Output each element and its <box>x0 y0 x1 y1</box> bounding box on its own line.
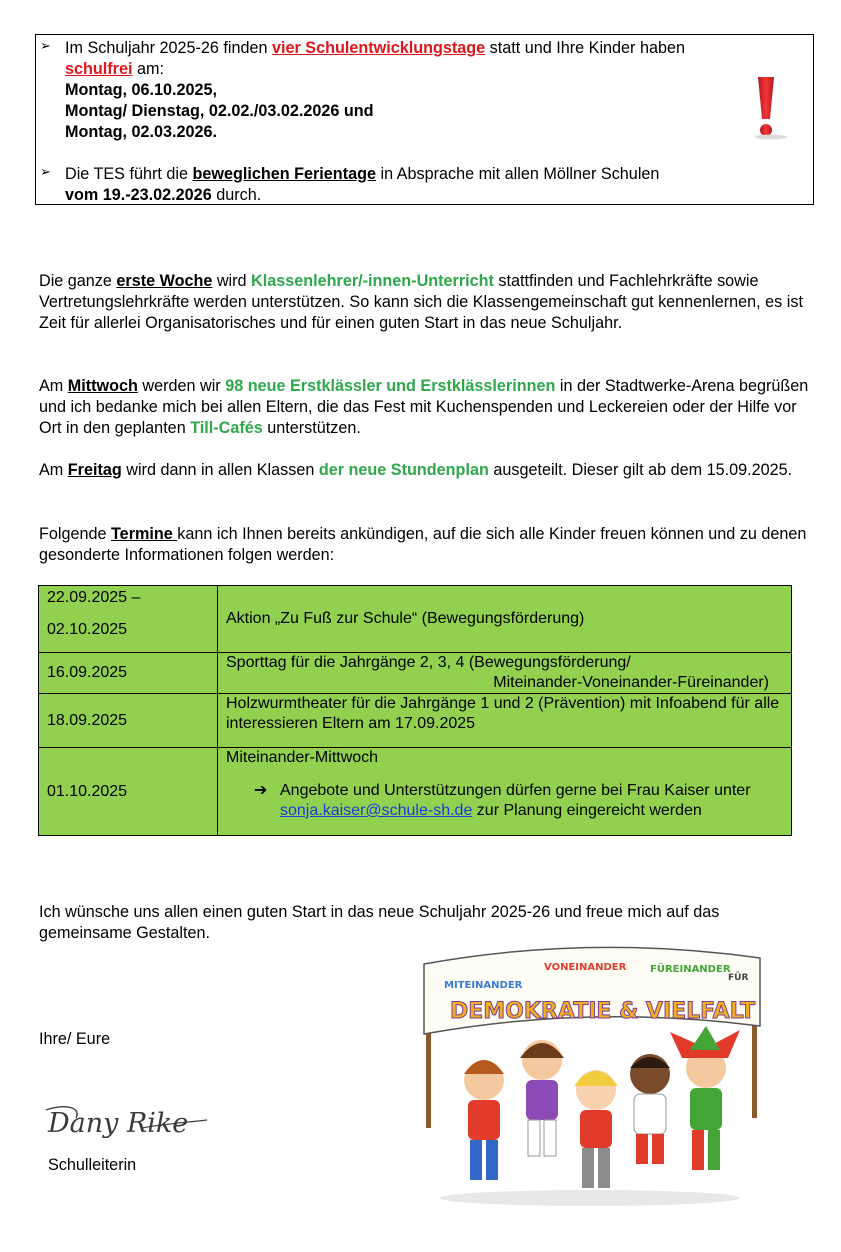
paragraph-dates-intro: Folgende Termine kann ich Ihnen bereits ankündigen, auf die sich alle Kinder freuen können und zu denen gesonderte Informationen folgen werden: <box>39 525 807 564</box>
date-line: Montag, 02.03.2026. <box>65 123 218 141</box>
kid-2 <box>520 1040 564 1156</box>
signature-image <box>42 1098 212 1148</box>
table-row <box>39 653 792 694</box>
greeting: Ihre/ Eure <box>39 1030 111 1048</box>
info-bullet-2: Die TES führt die beweglichen Ferientage in Absprache mit allen Möllner Schulen vom 19.-23.02.2026 durch. <box>65 165 660 204</box>
svg-text:VONEINANDER: VONEINANDER <box>544 962 627 973</box>
date-line: Montag/ Dienstag, 02.02./03.02.2026 und <box>65 102 374 120</box>
svg-text:MITEINANDER: MITEINANDER <box>444 980 523 991</box>
event-cell: Holzwurmtheater für die Jahrgänge 1 und 2 (Prävention) mit Infoabend für alle interessieren Eltern am 17.09.2025 <box>218 694 792 748</box>
closing-paragraph: Ich wünsche uns allen einen guten Start in das neue Schuljahr 2025-26 und freue mich auf das gemeinsame Gestalten. <box>39 903 720 942</box>
arrow-right-icon: ➔ <box>254 782 268 799</box>
date-cell: 18.09.2025 <box>39 694 218 748</box>
bullet-arrow-icon: ➢ <box>40 38 51 53</box>
table-row <box>39 586 792 653</box>
democracy-diversity-logo <box>410 940 770 1210</box>
paragraph-friday: Am Freitag wird dann in allen Klassen der neue Stundenplan ausgeteilt. Dieser gilt ab dem 15.09.2025. <box>39 461 793 479</box>
jester <box>670 1026 740 1170</box>
arrow-list-item: ➔ Angebote und Unterstützungen dürfen gerne bei Frau Kaiser unter sonja.kaiser@schule-sh.de zur Planung eingereicht werden <box>254 782 751 819</box>
paragraph-wednesday: Am Mittwoch werden wir 98 neue Erstklässler und Erstklässlerinnen in der Stadtwerke-Arena begrüßen und ich bedanke mich bei allen Eltern, die das Fest mit Kuchenspenden und Leckereien oder der Hilfe vor Ort in den geplanten Till-Cafés unterstützen. <box>39 377 809 437</box>
email-link[interactable]: sonja.kaiser@schule-sh.de <box>280 802 473 819</box>
signature-role: Schulleiterin <box>48 1156 137 1174</box>
kid-1 <box>464 1060 504 1180</box>
info-bullet-1: Im Schuljahr 2025-26 finden vier Schulentwicklungstage statt und Ihre Kinder haben schulfrei am: Montag, 06.10.2025, Montag/ Dienstag, 02.02./03.02.2026 und Montag, 02.03.2026. <box>65 39 685 141</box>
kid-4 <box>630 1054 670 1164</box>
kid-3 <box>574 1070 618 1188</box>
svg-text:Dany Rike: Dany Rike <box>48 1108 189 1139</box>
bullet-arrow-icon: ➢ <box>40 164 51 179</box>
event-cell: Miteinander-Mittwoch ➔ Angebote und Unterstützungen dürfen gerne bei Frau Kaiser unter sonja.kaiser@schule-sh.de zur Planung eingereicht werden <box>218 748 792 836</box>
date-cell: 22.09.2025 – 02.10.2025 <box>39 586 218 653</box>
dates-table <box>38 585 792 836</box>
svg-text:DEMOKRATIE & VIELFALT: DEMOKRATIE & VIELFALT <box>450 999 756 1024</box>
date-line: Montag, 06.10.2025, <box>65 81 218 99</box>
svg-text:FÜREINANDER: FÜREINANDER <box>650 964 731 975</box>
date-cell: 01.10.2025 <box>39 748 218 836</box>
paragraph-first-week: Die ganze erste Woche wird Klassenlehrer/-innen-Unterricht stattfinden und Fachlehrkräfte sowie Vertretungslehrkräfte werden unterstützen. So kann sich die Klassengemeinschaft gut kennenlernen, es ist Zeit für allerlei Organisatorisches und für einen guten Start in das neue Schuljahr. <box>39 272 803 332</box>
event-cell: Sporttag für die Jahrgänge 2, 3, 4 (Bewegungsförderung/ Miteinander-Voneinander-Füreinander) <box>218 653 792 694</box>
date-cell: 16.09.2025 <box>39 653 218 694</box>
event-cell: Aktion „Zu Fuß zur Schule“ (Bewegungsförderung) <box>218 586 792 653</box>
svg-text:FÜR: FÜR <box>728 973 749 983</box>
info-box <box>35 34 814 205</box>
exclamation-icon <box>749 75 789 141</box>
table-row <box>39 694 792 748</box>
table-row <box>39 748 792 836</box>
